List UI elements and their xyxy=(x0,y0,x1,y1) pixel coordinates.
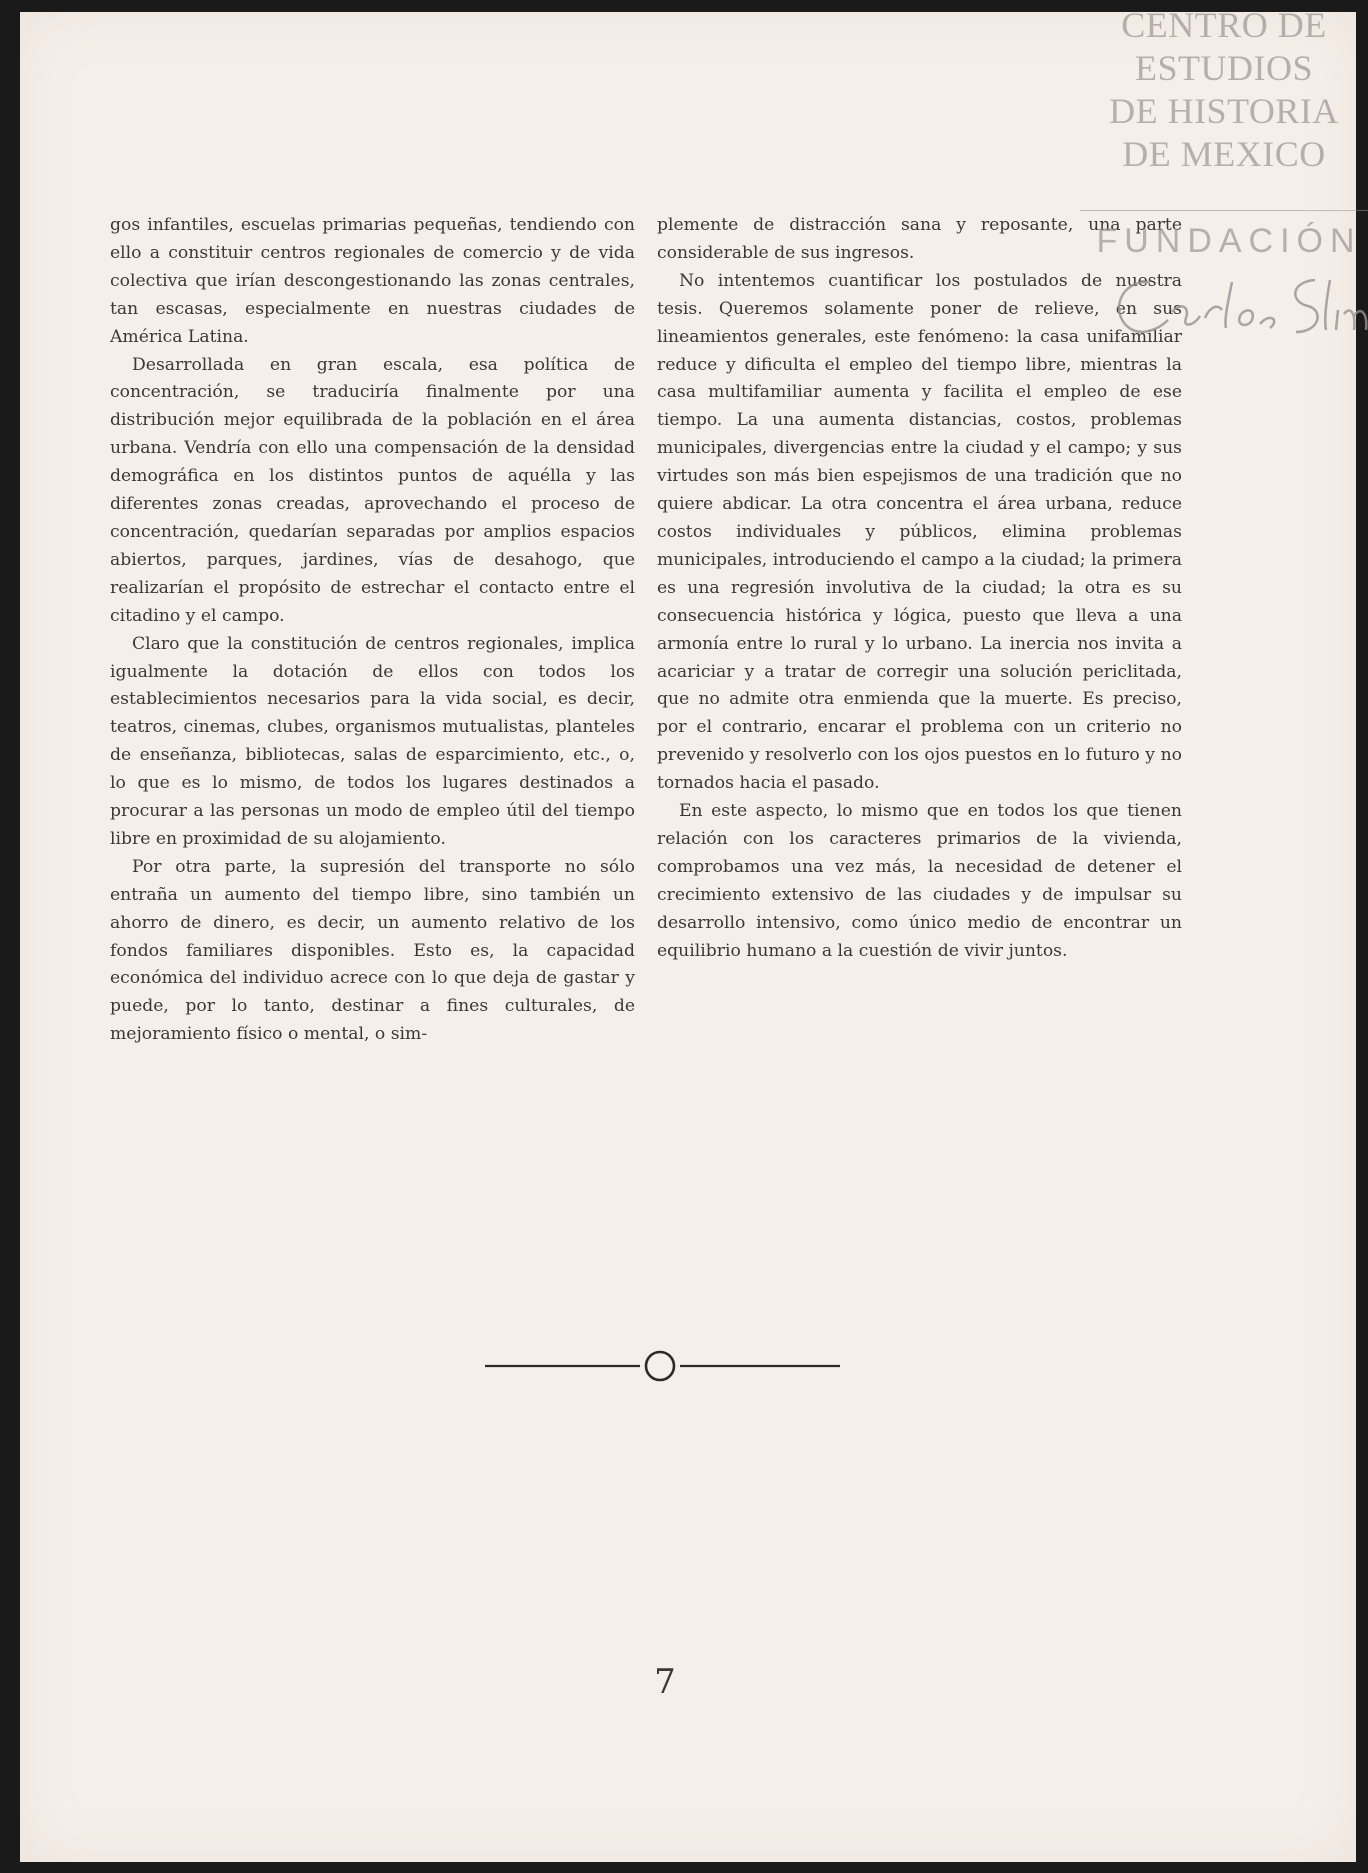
watermark-line-1: CENTRO DE xyxy=(1121,5,1327,45)
left-paragraph-2: Desarrollada en gran escala, esa política de concentración, se traduciría finalmente por una distribución mejor equilibrada de la población en el área urbana. Vendría con ello una compensación de la densidad demográfica en los distintos puntos de aquélla y las diferentes zonas creadas, aprovechando el proceso de concentración, quedarían separadas por amplios espacios abiertos, parques, jardines, vías de desahogo, que realizarían el propósito de estrechar el contacto entre el citadino y el campo. xyxy=(110,354,635,626)
left-paragraph-3: Claro que la constitución de centros regionales, implica igualmente la dotación de ellos con todos los establecimientos necesarios para la vida social, es decir, teatros, cinemas, clubes, organismos mutualistas, planteles de enseñanza, bibliotecas, salas de esparcimiento, etc., o, lo que es lo mismo, de todos los lugares destinados a procurar a las personas un modo de empleo útil del tiempo libre en proximidad de su alojamiento. xyxy=(110,633,635,849)
archive-watermark xyxy=(1080,4,1368,176)
section-divider-ornament xyxy=(465,1348,840,1384)
left-column xyxy=(110,212,635,1049)
right-column xyxy=(657,212,1182,965)
watermark-line-2: ESTUDIOS xyxy=(1134,48,1313,88)
page-number: 7 xyxy=(654,1662,676,1702)
watermark-line-3: DE HISTORIA xyxy=(1109,91,1339,131)
left-paragraph-1: gos infantiles, escuelas primarias pequeñas, tendiendo con ello a constituir centros regionales de comercio y de vida colectiva que irían descongestionando las zonas centrales, tan escasas, especialmente en nuestras ciudades de América Latina. xyxy=(110,215,635,347)
right-paragraph-1: plemente de distracción sana y reposante, una parte considerable de sus ingresos. xyxy=(657,215,1182,263)
left-paragraph-4: Por otra parte, la supresión del transporte no sólo entraña un aumento del tiempo libre, sino también un ahorro de dinero, es decir, un aumento relativo de los fondos familiares disponibles. Esto es, la capacidad económica del individuo acrece con lo que deja de gastar y puede, por lo tanto, destinar a fines culturales, de mejoramiento físico o mental, o sim- xyxy=(110,856,635,1045)
right-paragraph-2: No intentemos cuantificar los postulados de nuestra tesis. Queremos solamente poner de relieve, en sus lineamientos generales, este fenómeno: la casa unifamiliar reduce y dificulta el empleo del tiempo libre, mientras la casa multifamiliar aumenta y facilita el empleo de ese tiempo. La una aumenta distancias, costos, problemas municipales, divergencias entre la ciudad y el campo; y sus virtudes son más bien espejismos de una tradición que no quiere abdicar. La otra concentra el área urbana, reduce costos individuales y públicos, elimina problemas municipales, introduciendo el campo a la ciudad; la primera es una regresión involutiva de la ciudad; la otra es su consecuencia histórica y lógica, puesto que lleva a una armonía entre lo rural y lo urbano. La inercia nos invita a acariciar y a tratar de corregir una solución periclitada, que no admite otra enmienda que la muerte. Es preciso, por el contrario, encarar el problema con un criterio no prevenido y resolverlo con los ojos puestos en lo futuro y no tornados hacia el pasado. xyxy=(657,270,1182,794)
watermark-rule xyxy=(1080,210,1368,211)
watermark-foundation: FUNDACIÓN xyxy=(1096,222,1362,260)
right-paragraph-3: En este aspecto, lo mismo que en todos los que tienen relación con los caracteres primarios de la vivienda, comprobamos una vez más, la necesidad de detener el crecimiento extensivo de las ciudades y de impulsar su desarrollo intensivo, como único medio de encontrar un equilibrio humano a la cuestión de vivir juntos. xyxy=(657,801,1182,961)
signature-watermark xyxy=(1110,272,1368,342)
watermark-line-4: DE MEXICO xyxy=(1122,134,1326,174)
